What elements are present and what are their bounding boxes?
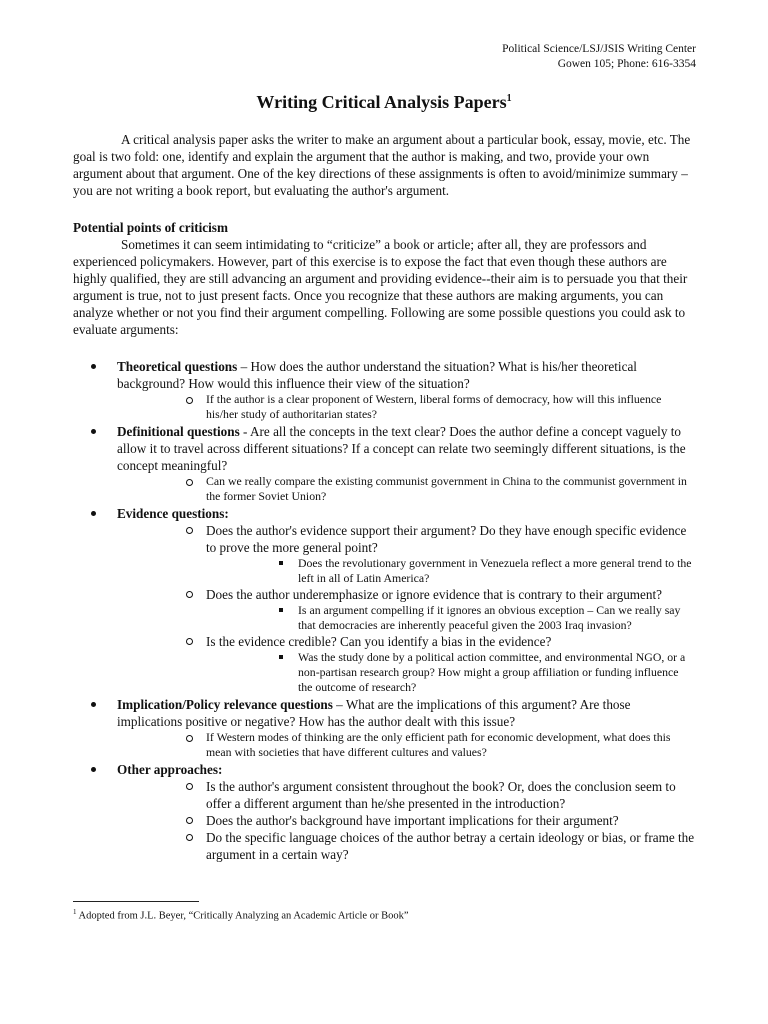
- sub-item-text: Is the evidence credible? Can you identify a bias in the evidence?: [206, 634, 552, 649]
- document-body: [73, 131, 695, 864]
- intro-paragraph: A critical analysis paper asks the writer to make an argument about a particular book, essay, movie, etc. The goal is two fold: one, identify and explain the argument that the author is making, and two, provide your own argument about that argument. One of the key directions of these assignments is often to avoid/minimize summary – you are not writing a book report, but evaluating the author's argument.: [73, 132, 691, 198]
- item-label: Definitional questions: [117, 424, 240, 439]
- item-text: - Are all the concepts in the text clear? Does the author define a concept vaguely to allow it to travel across different situations? If a concept can relate two seemingly different situations, is the concept meaningful?: [117, 424, 686, 473]
- sub-list-item: If the author is a clear proponent of Western, liberal forms of democracy, how will this influence his/her study of authoritarian states?: [161, 392, 695, 422]
- list-item-theoretical: [73, 358, 695, 422]
- sub-list-item: Do the specific language choices of the author betray a certain ideology or bias, or frame the argument in a certain way?: [161, 829, 695, 863]
- sub-list: [117, 730, 695, 760]
- sub-sub-list-item: Was the study done by a political action committee, and environmental NGO, or a non-partisan research group? How might a group affiliation or funding influence the outcome of research?: [251, 650, 695, 695]
- sub-list-item: Is the author's argument consistent throughout the book? Or, does the conclusion seem to offer a different argument than he/she presented in the introduction?: [161, 778, 695, 812]
- list-item-other: [73, 761, 695, 863]
- sub-item-text: Does the author's evidence support their argument? Do they have enough specific evidence to prove the more general point?: [206, 523, 687, 555]
- item-label: Evidence questions:: [117, 506, 229, 521]
- sub-sub-list: [206, 650, 695, 695]
- sub-list-item: [161, 522, 695, 586]
- title-footnote-mark: 1: [506, 93, 512, 104]
- sub-sub-list: [206, 556, 695, 586]
- sub-item-text: Does the author underemphasize or ignore evidence that is contrary to their argument?: [206, 587, 663, 602]
- list-item-evidence: [73, 505, 695, 695]
- section-heading: Potential points of criticism: [73, 220, 228, 235]
- header-line-2: Gowen 105; Phone: 616-3354: [557, 58, 696, 70]
- sub-list: [117, 522, 695, 695]
- list-item-implication: [73, 696, 695, 760]
- item-text: – What are the implications of this argument? Are those implications positive or negative? How has the author dealt with this issue?: [117, 697, 631, 729]
- section-paragraph: Sometimes it can seem intimidating to “criticize” a book or article; after all, they are professors and experienced policymakers. However, part of this exercise is to expose the fact that even though these authors are highly qualified, they are still advancing an argument and providing evidence--their aim is to persuade you that their argument is true, not to just present facts. Once you recognize that these authors are making arguments, you can analyze whether or not you find their argument compelling. Following are some possible questions you could ask to evaluate arguments:: [73, 237, 688, 337]
- sub-sub-list-item: Is an argument compelling if it ignores an obvious exception – Can we really say that democracies are inherently peaceful given the 2003 Iraq invasion?: [251, 603, 695, 633]
- header-line-1: Political Science/LSJ/JSIS Writing Center: [502, 43, 696, 55]
- sub-list: [117, 474, 695, 504]
- footnote-divider: [73, 901, 199, 902]
- sub-list-item: Can we really compare the existing communist government in China to the communist government in the former Soviet Union?: [161, 474, 695, 504]
- header: [502, 42, 696, 72]
- item-label: Theoretical questions: [117, 359, 238, 374]
- sub-list-item: Does the author's background have important implications for their argument?: [161, 812, 695, 829]
- title-text: Writing Critical Analysis Papers: [256, 92, 507, 112]
- sub-list-item: [161, 586, 695, 633]
- list-item-definitional: [73, 423, 695, 504]
- sub-sub-list: [206, 603, 695, 633]
- item-text: – How does the author understand the situation? What is his/her theoretical background? How would this influence their view of the situation?: [117, 359, 637, 391]
- footnote: [73, 908, 409, 922]
- question-list: [73, 358, 695, 863]
- sub-list: [117, 392, 695, 422]
- item-label: Implication/Policy relevance questions: [117, 697, 333, 712]
- page-title: [0, 92, 768, 113]
- sub-list: [117, 778, 695, 863]
- sub-list-item: [161, 633, 695, 695]
- footnote-text: Adopted from J.L. Beyer, “Critically Analyzing an Academic Article or Book”: [76, 910, 409, 922]
- sub-list-item: If Western modes of thinking are the only efficient path for economic development, what does this mean with societies that have different cultures and values?: [161, 730, 695, 760]
- item-label: Other approaches:: [117, 762, 223, 777]
- footnote-mark: 1: [73, 908, 77, 916]
- sub-sub-list-item: Does the revolutionary government in Venezuela reflect a more general trend to the left in all of Latin America?: [251, 556, 695, 586]
